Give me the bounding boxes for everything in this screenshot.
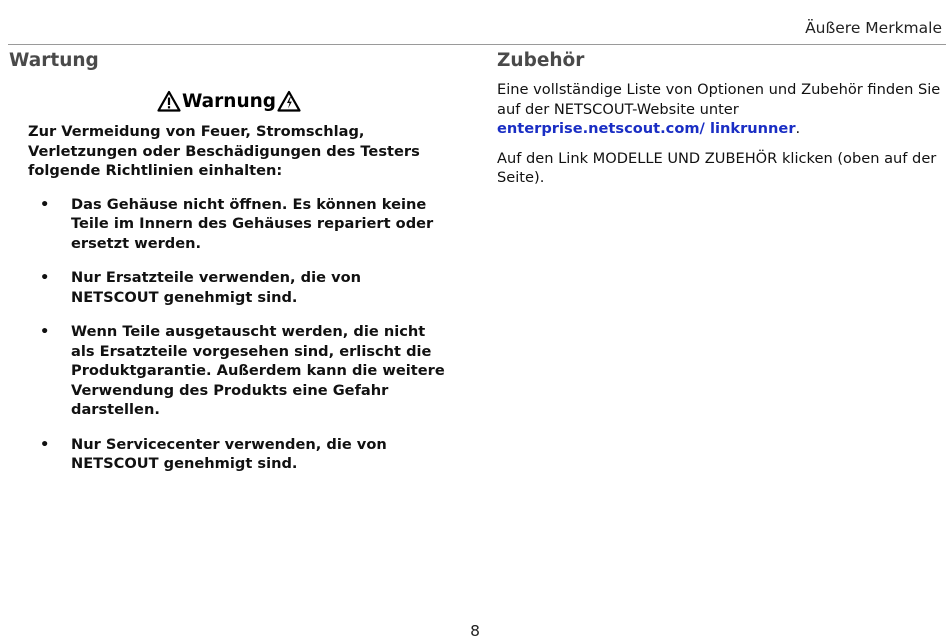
warning-list-item: [28, 268, 453, 307]
header-rule: [8, 44, 946, 45]
website-link[interactable]: enterprise.netscout.com/ linkrunner: [497, 120, 796, 137]
warning-title: Warnung: [181, 90, 277, 112]
warning-heading: [9, 88, 449, 114]
warning-list-item: [28, 322, 453, 420]
section-title-accessories: Zubehör: [497, 50, 585, 71]
maintenance-column: [9, 48, 449, 474]
warning-triangle-icon: [157, 90, 181, 112]
bullet-icon: •: [40, 195, 50, 213]
accessories-text-end: .: [795, 120, 801, 137]
warning-item-text: Nur Ersatzteile verwenden, die von NETSCOUT genehmigt sind.: [71, 269, 362, 306]
accessories-text: Eine vollständige Liste von Optionen und Zubehör finden Sie auf der NETSCOUT-Website unter: [497, 81, 941, 118]
page-number: 8: [470, 622, 480, 640]
warning-item-text: Das Gehäuse nicht öffnen. Es können keine Teile im Innern des Gehäuses repariert oder ersetzt werden.: [71, 195, 434, 252]
bullet-icon: •: [40, 269, 50, 286]
warning-list: [28, 195, 453, 474]
accessories-paragraph: [497, 80, 945, 139]
bullet-icon: •: [40, 435, 50, 453]
accessories-column: [497, 48, 945, 188]
electric-shock-icon: [277, 90, 301, 112]
bullet-icon: •: [40, 323, 50, 340]
warning-list-item: [28, 435, 453, 474]
section-title-maintenance: Wartung: [9, 50, 99, 71]
warning-body: [28, 122, 453, 474]
running-header: Äußere Merkmale: [805, 19, 942, 37]
instruction-paragraph: Auf den Link MODELLE UND ZUBEHÖR klicken (oben auf der Seite).: [497, 149, 937, 186]
warning-intro: Zur Vermeidung von Feuer, Stromschlag, Verletzungen oder Beschädigungen des Testers folgende Richtlinien einhalten:: [28, 123, 420, 179]
warning-item-text: Wenn Teile ausgetauscht werden, die nicht als Ersatzteile vorgesehen sind, erlischt die Produktgarantie. Außerdem kann die weitere Verwendung des Produkts eine Gefahr darstellen.: [71, 323, 445, 418]
warning-item-text: Nur Servicecenter verwenden, die von NETSCOUT genehmigt sind.: [71, 435, 387, 472]
warning-list-item: [28, 195, 453, 254]
